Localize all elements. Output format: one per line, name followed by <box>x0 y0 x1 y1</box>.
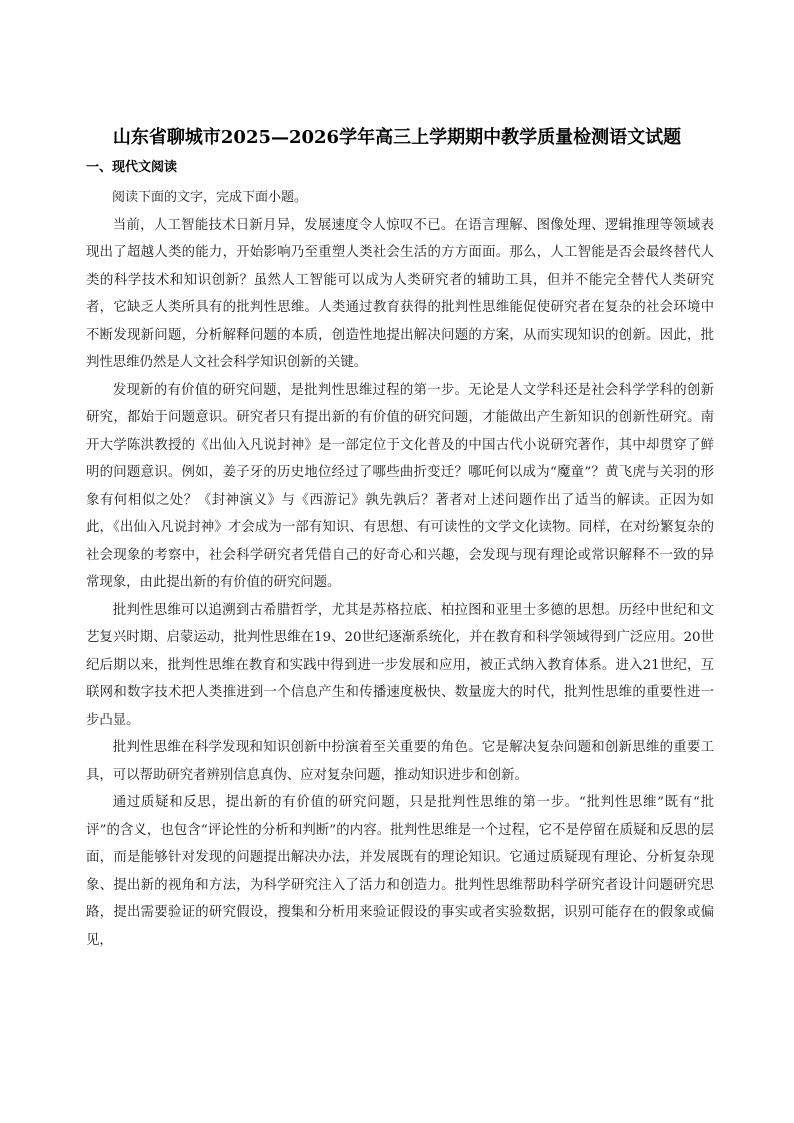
paragraph-4: 批判性思维在科学发现和知识创新中扮演着至关重要的角色。它是解决复杂问题和创新思维的重要工具，可以帮助研究者辨别信息真伪、应对复杂问题，推动知识进步和创新。 <box>86 740 714 783</box>
paragraph-2: 发现新的有价值的研究问题，是批判性思维过程的第一步。无论是人文学科还是社会科学学科的创新研究，都始于问题意识。研究者只有提出新的有价值的研究问题，才能做出产生新知识的创新性研究。南开大学陈洪教授的《出仙入凡说封神》是一部定位于文化普及的中国古代小说研究著作，其中却贯穿了鲜明的问题意识。例如，姜子牙的历史地位经过了哪些曲折变迁？哪吒何以成为“魔童”？黄飞虎与关羽的形象有何相似之处？《封神演义》与《西游记》孰先孰后？著者对上述问题作出了适当的解读。正因为如此，《出仙入凡说封神》才会成为一部有知识、有思想、有可读性的文学文化读物。同样，在对纷繁复杂的社会现象的考察中，社会科学研究者凭借自己的好奇心和兴趣，会发现与现有理论或常识解释不一致的异常现象，由此提出新的有价值的研究问题。 <box>86 382 714 590</box>
paragraph-5: 通过质疑和反思，提出新的有价值的研究问题，只是批判性思维的第一步。“批判性思维”既有“批评”的含义，也包含“评论性的分析和判断”的内容。批判性思维是一个过程，它不是停留在质疑和反思的层面，而是能够针对发现的问题提出解决办法，并发展既有的理论知识。它通过质疑现有理论、分析复杂现象、提出新的视角和方法，为科学研究注入了活力和创造力。批判性思维帮助科学研究者设计问题研究思路，提出需要验证的研究假设，搜集和分析用来验证假设的事实或者实验数据，识别可能存在的假象或偏见， <box>86 795 714 948</box>
passage-body <box>86 184 714 954</box>
paragraph-1: 当前，人工智能技术日新月异，发展速度令人惊叹不已。在语言理解、图像处理、逻辑推理等领域表现出了超越人类的能力，开始影响乃至重塑人类社会生活的方方面面。那么，人工智能是否会最终替代人类的科学技术和知识创新？虽然人工智能可以成为人类研究者的辅助工具，但并不能完全替代人类研究者，它缺乏人类所具有的批判性思维。人类通过教育获得的批判性思维能促使研究者在复杂的社会环境中不断发现新问题，分析解释问题的本质，创造性地提出解决问题的方案，从而实现知识的创新。因此，批判性思维仍然是人文社会科学知识创新的关键。 <box>86 217 714 370</box>
document-title: 山东省聊城市2025—2026学年高三上学期期中教学质量检测语文试题 <box>112 127 682 148</box>
instruction-text: 阅读下面的文字，完成下面小题。 <box>112 190 308 205</box>
section-heading: 一、现代文阅读 <box>86 160 178 175</box>
paragraph-3: 批判性思维可以追溯到古希腊哲学，尤其是苏格拉底、柏拉图和亚里士多德的思想。历经中世纪和文艺复兴时期、启蒙运动，批判性思维在19、20世纪逐渐系统化，并在教育和科学领域得到广泛应用。20世纪后期以来，批判性思维在教育和实践中得到进一步发展和应用，被正式纳入教育体系。进入21世纪，互联网和数字技术把人类推进到一个信息产生和传播速度极快、数量庞大的时代，批判性思维的重要性进一步凸显。 <box>86 602 714 728</box>
